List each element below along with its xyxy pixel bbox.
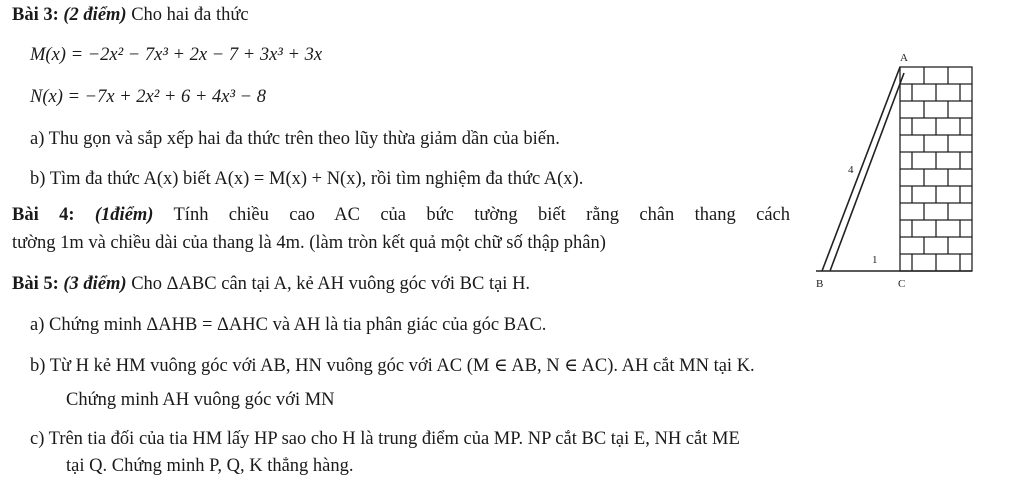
- label-A: A: [900, 52, 908, 64]
- bai5-part-c-line2: tại Q. Chứng minh P, Q, K thẳng hàng.: [66, 456, 354, 476]
- label-base-distance: 1: [872, 254, 878, 266]
- bai5-part-b-line2: Chứng minh AH vuông góc với MN: [66, 390, 335, 410]
- polynomial-M: [30, 44, 322, 66]
- polynomial-M-lhs: M(x) =: [30, 45, 88, 65]
- bai5-intro: Cho ΔABC cân tại A, kẻ AH vuông góc với BC tại H.: [131, 274, 531, 294]
- ladder: [822, 67, 904, 271]
- label-C: C: [898, 278, 906, 290]
- bai4-points: (1điểm): [94, 205, 154, 225]
- ladder-wall-figure: [812, 45, 982, 295]
- bai4-line1: [12, 204, 790, 226]
- bai3-intro: Cho hai đa thức: [131, 5, 249, 25]
- label-B: B: [816, 278, 824, 290]
- bai3-part-b: b) Tìm đa thức A(x) biết A(x) = M(x) + N(x), rồi tìm nghiệm đa thức A(x).: [30, 169, 584, 189]
- polynomial-M-rhs: −2x² − 7x³ + 2x − 7 + 3x³ + 3x: [87, 45, 323, 65]
- brick-wall: [900, 67, 972, 271]
- bai3-points: (2 điểm): [63, 5, 127, 25]
- bai5-title: Bài 5:: [12, 274, 59, 294]
- polynomial-N: [30, 86, 266, 108]
- bai5-points: (3 điểm): [63, 274, 127, 294]
- bai5-part-a: a) Chứng minh ΔAHB = ΔAHC và AH là tia phân giác của góc BAC.: [30, 315, 547, 335]
- bai3-part-a: a) Thu gọn và sắp xếp hai đa thức trên theo lũy thừa giảm dần của biến.: [30, 129, 560, 149]
- bai3-title: Bài 3:: [12, 5, 59, 25]
- polynomial-N-lhs: N(x) =: [30, 87, 85, 107]
- bai4-text1: Tính chiều cao AC của bức tường biết rằng chân thang cách: [173, 205, 791, 225]
- bai5-heading: [12, 273, 530, 295]
- bai5-part-c-line1: c) Trên tia đối của tia HM lấy HP sao cho H là trung điểm của MP. NP cắt BC tại E, NH cắt ME: [30, 429, 740, 449]
- bai4-line2: tường 1m và chiều dài của thang là 4m. (làm tròn kết quả một chữ số thập phân): [12, 233, 606, 253]
- bai4-title: Bài 4:: [12, 205, 75, 225]
- bai5-part-b-line1: b) Từ H kẻ HM vuông góc với AB, HN vuông góc với AC (M ∈ AB, N ∈ AC). AH cắt MN tại K.: [30, 356, 755, 376]
- bai3-heading: [12, 4, 249, 26]
- polynomial-N-rhs: −7x + 2x² + 6 + 4x³ − 8: [84, 87, 267, 107]
- label-ladder-length: 4: [848, 164, 854, 176]
